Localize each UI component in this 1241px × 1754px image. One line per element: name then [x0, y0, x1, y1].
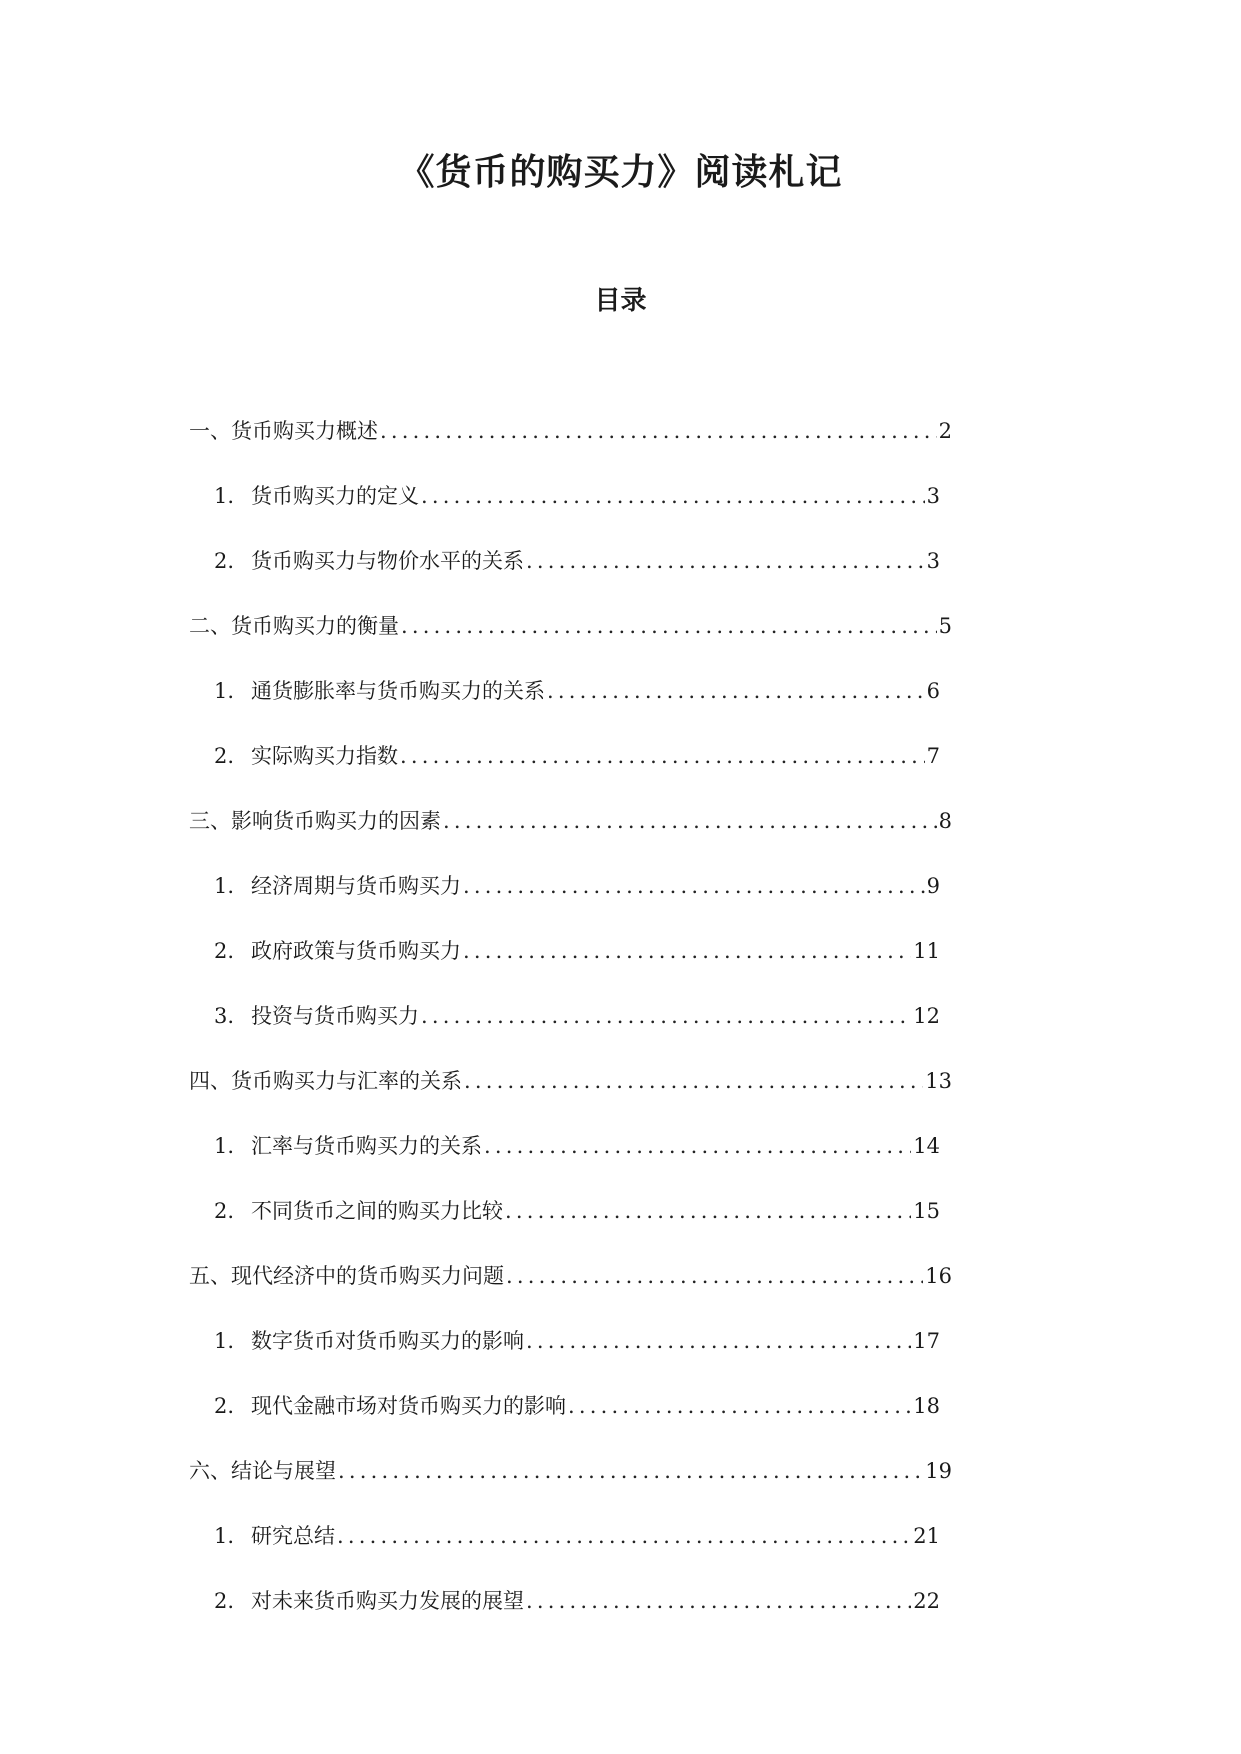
toc-entry-number: 1. [214, 484, 235, 508]
toc-entry-number: 1. [214, 874, 235, 898]
toc-section-entry[interactable] [214, 1550, 940, 1615]
toc-page-number: 13 [925, 1069, 952, 1093]
toc-dot-leader [464, 1067, 923, 1095]
toc-section-entry[interactable] [214, 1485, 940, 1550]
toc-dot-leader [337, 1522, 911, 1550]
toc-entry-number: 2. [214, 1589, 235, 1613]
toc-dot-leader [526, 1327, 911, 1355]
toc-entry-number: 1. [214, 1134, 235, 1158]
toc-chapter-entry[interactable] [189, 1225, 952, 1290]
toc-chapter-entry[interactable] [189, 770, 952, 835]
toc-dot-leader [506, 1262, 923, 1290]
toc-entry-number: 2. [214, 1199, 235, 1223]
toc-page-number: 12 [913, 1004, 940, 1028]
toc-entry-label: 政府政策与货币购买力 [251, 939, 461, 963]
toc-dot-leader [484, 1132, 911, 1160]
toc-entry-label: 研究总结 [251, 1524, 335, 1548]
toc-entry-label: 数字货币对货币购买力的影响 [251, 1329, 524, 1353]
toc-page-number: 16 [925, 1264, 952, 1288]
toc-chapter-entry[interactable] [189, 575, 952, 640]
toc-page-number: 19 [925, 1459, 952, 1483]
toc-chapter-entry[interactable] [189, 1420, 952, 1485]
toc-page-number: 18 [913, 1394, 940, 1418]
toc-page-number: 3 [926, 549, 940, 573]
toc-entry-label: 二、货币购买力的衡量 [189, 614, 399, 638]
toc-page-number: 8 [938, 809, 952, 833]
toc-dot-leader [338, 1457, 923, 1485]
toc-dot-leader [443, 807, 937, 835]
toc-page-number: 14 [913, 1134, 940, 1158]
toc-section-entry[interactable] [214, 1355, 940, 1420]
toc-section-entry[interactable] [214, 1290, 940, 1355]
toc-page-number: 6 [926, 679, 940, 703]
toc-dot-leader [400, 742, 925, 770]
toc-entry-label: 对未来货币购买力发展的展望 [251, 1589, 524, 1613]
toc-entry-number: 2. [214, 744, 235, 768]
toc-dot-leader [380, 417, 937, 445]
toc-page-number: 9 [926, 874, 940, 898]
toc-dot-leader [568, 1392, 911, 1420]
toc-entry-label: 通货膨胀率与货币购买力的关系 [251, 679, 545, 703]
toc-entry-label: 经济周期与货币购买力 [251, 874, 461, 898]
toc-page-number: 11 [913, 939, 940, 963]
toc-chapter-entry[interactable] [189, 1030, 952, 1095]
toc-section-entry[interactable] [214, 705, 940, 770]
table-of-contents [0, 380, 1241, 1615]
toc-section-entry[interactable] [214, 900, 940, 965]
toc-section-entry[interactable] [214, 965, 940, 1030]
toc-entry-label: 一、货币购买力概述 [189, 419, 378, 443]
toc-section-entry[interactable] [214, 510, 940, 575]
toc-entry-label: 货币购买力与物价水平的关系 [251, 549, 524, 573]
toc-entry-number: 3. [214, 1004, 235, 1028]
toc-dot-leader [421, 1002, 911, 1030]
toc-page-number: 3 [926, 484, 940, 508]
toc-entry-number: 1. [214, 1524, 235, 1548]
toc-dot-leader [463, 872, 925, 900]
toc-dot-leader [547, 677, 925, 705]
toc-page-number: 7 [926, 744, 940, 768]
toc-entry-number: 2. [214, 1394, 235, 1418]
toc-entry-label: 现代金融市场对货币购买力的影响 [251, 1394, 566, 1418]
toc-entry-number: 2. [214, 549, 235, 573]
toc-dot-leader [463, 937, 911, 965]
toc-dot-leader [526, 547, 925, 575]
toc-entry-label: 六、结论与展望 [189, 1459, 336, 1483]
toc-page-number: 22 [913, 1589, 940, 1613]
toc-entry-label: 实际购买力指数 [251, 744, 398, 768]
toc-entry-label: 不同货币之间的购买力比较 [251, 1199, 503, 1223]
toc-dot-leader [505, 1197, 911, 1225]
toc-entry-label: 汇率与货币购买力的关系 [251, 1134, 482, 1158]
page-title: 《货币的购买力》阅读札记 [398, 152, 843, 193]
toc-entry-label: 五、现代经济中的货币购买力问题 [189, 1264, 504, 1288]
toc-page-number: 2 [938, 419, 952, 443]
toc-page-number: 21 [913, 1524, 940, 1548]
toc-chapter-entry[interactable] [189, 380, 952, 445]
toc-section-entry[interactable] [214, 640, 940, 705]
toc-entry-label: 货币购买力的定义 [251, 484, 419, 508]
toc-dot-leader [401, 612, 937, 640]
toc-entry-label: 三、影响货币购买力的因素 [189, 809, 441, 833]
toc-section-entry[interactable] [214, 1095, 940, 1160]
toc-entry-label: 四、货币购买力与汇率的关系 [189, 1069, 462, 1093]
toc-page-number: 17 [913, 1329, 940, 1353]
toc-dot-leader [526, 1587, 911, 1615]
toc-entry-number: 1. [214, 679, 235, 703]
toc-heading: 目录 [594, 286, 647, 316]
toc-page-number: 15 [913, 1199, 940, 1223]
toc-entry-number: 1. [214, 1329, 235, 1353]
toc-dot-leader [421, 482, 925, 510]
toc-page-number: 5 [938, 614, 952, 638]
toc-section-entry[interactable] [214, 445, 940, 510]
toc-section-entry[interactable] [214, 1160, 940, 1225]
toc-section-entry[interactable] [214, 835, 940, 900]
toc-entry-number: 2. [214, 939, 235, 963]
toc-entry-label: 投资与货币购买力 [251, 1004, 419, 1028]
